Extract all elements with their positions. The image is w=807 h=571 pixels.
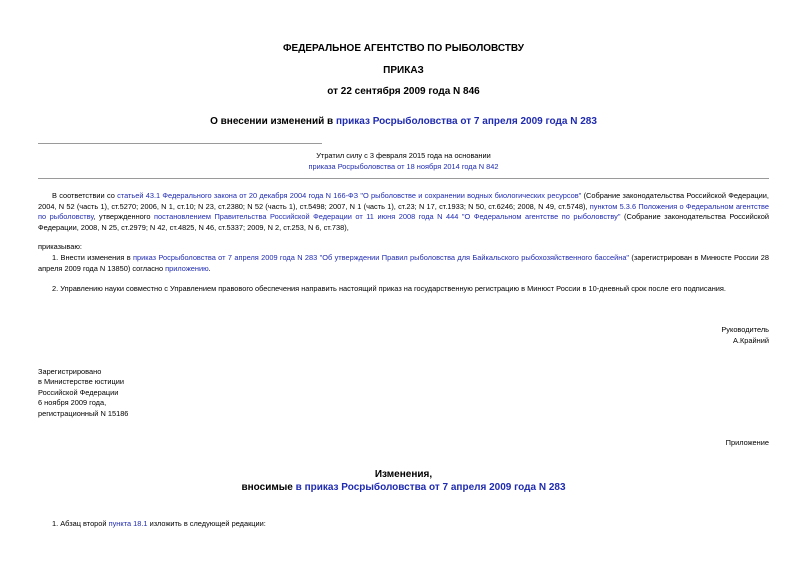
item-1-text-1: 1. Внести изменения в (52, 253, 133, 262)
point-1-paragraph (52, 519, 266, 529)
item-1-text-3: . (208, 263, 211, 273)
long-divider (38, 178, 769, 179)
preamble-text-4: (Собрание законодательства Российской Федерации, 2008, N 25, ст.2979; N 42, ст.4825, N 46, ст.5337; 2009, N 2, ст.253, N 6, ст.738), (38, 212, 769, 232)
agency-heading: ФЕДЕРАЛЬНОЕ АГЕНТСТВО ПО РЫБОЛОВСТВУ (283, 43, 524, 54)
doc-title (0, 116, 807, 127)
item-2-paragraph: 2. Управлению науки совместно с Управлением правового обеспечения направить настоящий приказ на государственную регистрацию в Минюст России в 10-дневный срок после его подписания. (52, 284, 726, 293)
registration-line: в Министерстве юстиции (38, 377, 125, 387)
order-word: приказываю: (38, 242, 82, 251)
doc-title-prefix: О внесении изменений в (210, 116, 336, 127)
changes-title: Изменения, (374, 469, 433, 480)
doc-date-heading: от 22 сентября 2009 года N 846 (327, 86, 480, 97)
preamble-text-3: , утвержденного (93, 212, 154, 222)
status-link[interactable]: приказа Росрыболовства от 18 ноября 2014 года N 842 (308, 162, 499, 171)
status-line: Утратил силу с 3 февраля 2015 года на основании (316, 151, 491, 160)
regulation-point-link[interactable]: пунктом 5.3.6 Положения о Федеральном агентстве по рыболовству (38, 201, 769, 222)
doc-title-link[interactable]: приказ Росрыболовства от 7 апреля 2009 года N 283 (335, 116, 597, 127)
registration-line: регистрационный N 15186 (38, 408, 129, 418)
point-18-1-link[interactable]: пункта 18.1 (108, 519, 148, 528)
appendix-link[interactable]: приложению (165, 263, 209, 273)
signature-name: А.Крайний (733, 336, 769, 345)
law-link[interactable]: статьей 43.1 Федерального закона от 20 декабря 2004 года N 166-ФЗ "О рыболовстве и сохранении водных биологических ресурсов" (117, 191, 582, 200)
changes-subtitle (0, 482, 807, 493)
point-1-text-1: 1. Абзац второй (52, 519, 109, 528)
signature-role: Руководитель (721, 325, 769, 334)
order-283-link[interactable]: приказ Росрыболовства от 7 апреля 2009 года N 283 "Об утверждении Правил рыболовства для Байкальского рыбохозяйственного бассейна" (133, 253, 630, 262)
registration-line: Российской Федерации (38, 387, 119, 397)
item-1-paragraph (38, 253, 769, 274)
changes-subtitle-link[interactable]: в приказ Росрыболовства от 7 апреля 2009 года N 283 (295, 482, 566, 493)
item-1-text-2: (зарегистрирован в Минюсте России 28 апреля 2009 года N 13850) согласно (38, 253, 769, 273)
registration-line: Зарегистрировано (38, 367, 102, 376)
preamble-text-2: (Собрание законодательства Российской Федерации, 2004, N 52 (часть 1), ст.5270; 2006, N 1, ст.10; N 23, ст.2380; N 52 (часть 1), ст.5498; 2007, N 1 (часть 1), ст.23; N 17, ст.1933; N 50, ст.6246; 2008, N 49, ст.5748), (38, 191, 769, 211)
point-1-text-2: изложить в следующей редакции: (147, 519, 266, 528)
registration-block (38, 367, 128, 419)
government-decree-link[interactable]: постановлением Правительства Российской Федерации от 11 июня 2008 года N 444 "О Федеральном агентстве по рыболовству" (153, 212, 621, 222)
preamble-text-1: В соответствии со (52, 191, 118, 200)
doc-type-heading: ПРИКАЗ (383, 65, 424, 76)
appendix-label: Приложение (725, 438, 769, 447)
registration-line: 6 ноября 2009 года, (38, 398, 107, 408)
changes-subtitle-prefix: вносимые (241, 482, 296, 493)
short-divider (38, 143, 322, 144)
preamble-paragraph (38, 191, 769, 233)
